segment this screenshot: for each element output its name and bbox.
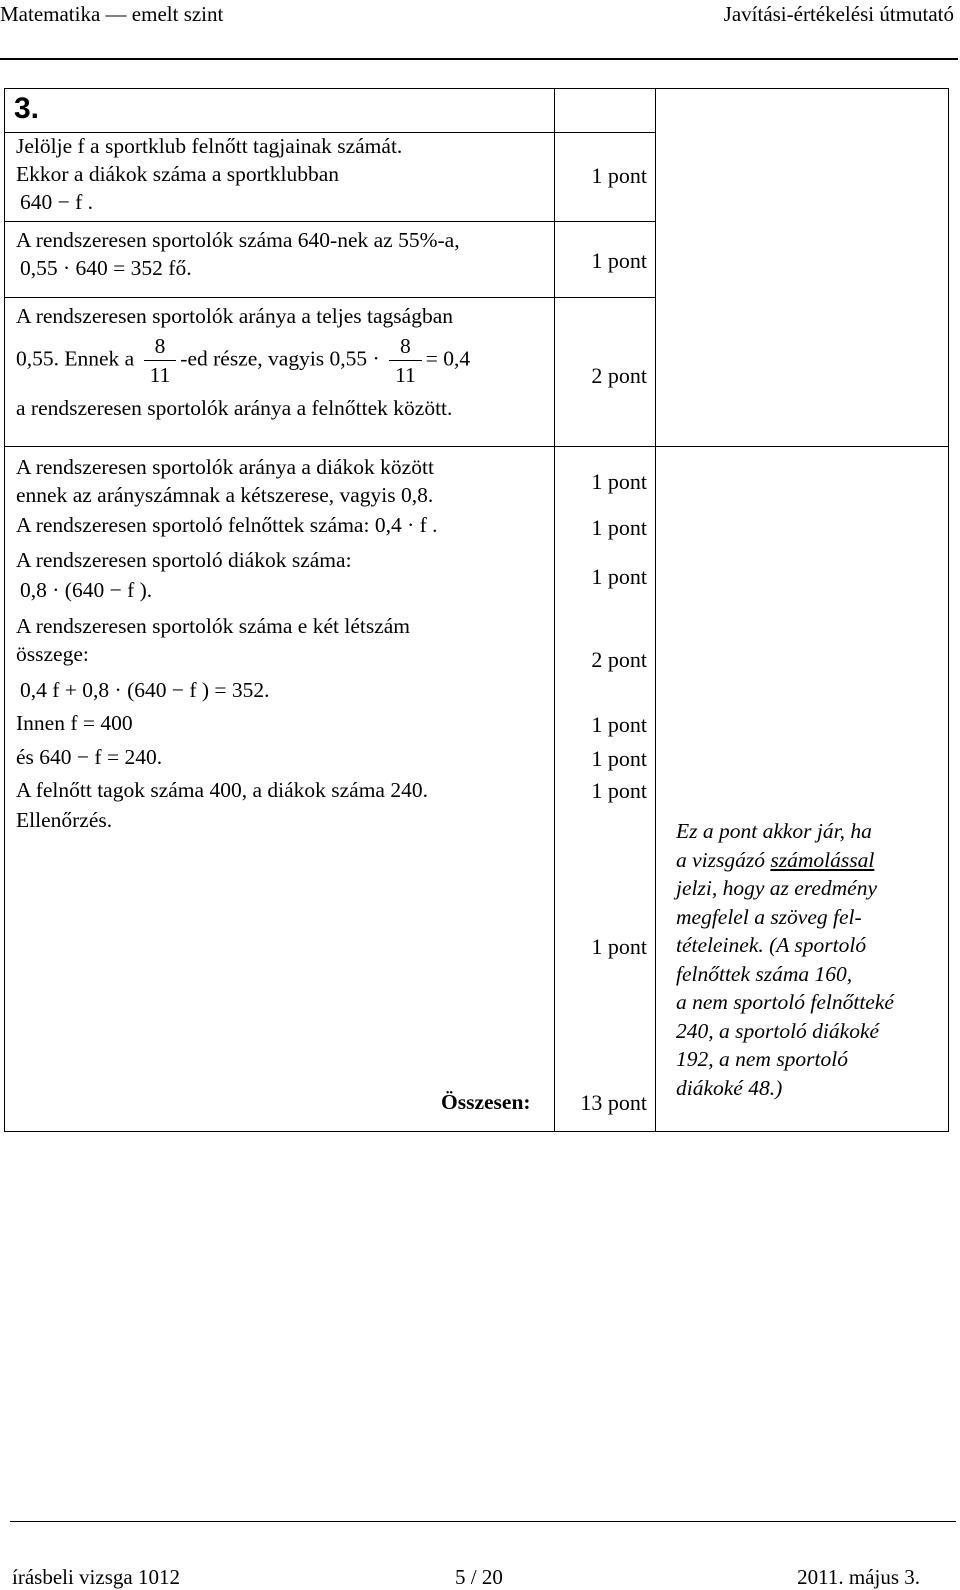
table-divider-text-points [554,88,555,1132]
problem-number: 3. [14,92,40,125]
points-value: 1 pont [591,778,647,803]
page-header [0,0,960,62]
note-line: jelzi, hogy az eredmény [676,876,878,900]
equation: 0,4 f + 0,8 · (640 − f ) = 352. [20,678,270,702]
page-footer [0,1521,960,1589]
row-divider [4,297,655,298]
text-line: ennek az arányszámnak a kétszerese, vagyis 0,8. [16,483,434,507]
fraction-denominator: 11 [149,363,171,387]
points-value: 1 pont [591,746,647,771]
table-border-left [4,88,5,1132]
text-fragment: -ed része, vagyis 0,55 · [180,346,380,371]
note-fragment: a vizsgázó [676,847,771,872]
row-divider [4,446,949,447]
note-line: tételeinek. (A sportoló [676,933,867,957]
note-line: 240, a sportoló diákoké [676,1018,880,1043]
note-line: Ez a pont akkor jár, ha [676,819,872,843]
grading-note [676,817,946,1102]
fraction [144,332,177,389]
note-line: a nem sportoló felnőtteké [676,990,894,1014]
text-fragment: = 0,4 [425,346,471,371]
points-value: 1 pont [591,163,647,188]
fraction-numerator: 8 [389,332,422,361]
table-border-bottom [4,1131,949,1132]
text-line: 0,55 · 640 = 352 fő. [20,256,192,280]
text-line: összege: [16,642,89,666]
footer-rule [10,1521,956,1522]
text-line: A felnőtt tagok száma 400, a diákok száma 240. [16,778,428,802]
points-value: 1 pont [591,712,647,737]
note-line [676,846,946,875]
fraction-numerator: 8 [144,332,177,361]
fraction-line [16,332,470,389]
text-line: Innen f = 400 [16,711,133,735]
points-total: 13 pont [580,1090,647,1115]
note-line: felnőttek száma 160, [676,961,853,986]
note-underlined: számolással [770,847,875,872]
points-value: 1 pont [591,248,647,273]
table-divider-points-notes [655,88,656,1132]
footer-date: 2011. május 3. [797,1565,920,1589]
text-line: Ellenőrzés. [16,808,113,832]
text-line: Ekkor a diákok száma a sportklubban [16,162,340,186]
fraction-denominator: 11 [395,363,416,387]
note-line: 192, a nem sportoló [676,1047,848,1071]
points-value: 1 pont [591,469,647,494]
total-label: Összesen: [441,1090,531,1114]
points-value: 1 pont [591,515,647,540]
header-subject: Matematika — emelt szint [0,2,224,26]
text-line: a rendszeresen sportolók aránya a felnőttek között. [16,396,453,420]
points-value: 1 pont [591,564,647,589]
footer-page-number: 5 / 20 [455,1565,503,1589]
text-line: és 640 − f = 240. [16,745,163,769]
text-fragment: 0,55. Ennek a [16,346,135,371]
note-line: megfelel a szöveg fel- [676,904,862,929]
points-value: 2 pont [591,647,647,672]
note-line: diákoké 48.) [676,1075,783,1100]
row-divider [4,221,655,222]
text-line: A rendszeresen sportoló felnőttek száma: 0,4 · f . [16,513,438,537]
points-value: 2 pont [591,363,647,388]
table-border-right [948,88,949,1132]
points-value: 1 pont [591,934,647,959]
header-guide-title: Javítási-értékelési útmutató [723,2,954,26]
text-line: A rendszeresen sportolók aránya a diákok között [16,455,434,479]
text-line: 0,8 · (640 − f ). [20,578,153,602]
table-border-top [4,88,949,89]
text-line: A rendszeresen sportoló diákok száma: [16,548,352,572]
header-rule [0,58,958,60]
fraction [389,332,422,389]
footer-exam-code: írásbeli vizsga 1012 [12,1565,180,1589]
text-line: A rendszeresen sportolók száma e két létszám [16,614,411,638]
text-line: A rendszeresen sportolók aránya a teljes tagságban [16,304,454,328]
text-line: 640 − f . [20,190,94,214]
text-line: A rendszeresen sportolók száma 640-nek az 55%-a, [16,228,460,252]
text-line: Jelölje f a sportklub felnőtt tagjainak számát. [16,134,403,158]
